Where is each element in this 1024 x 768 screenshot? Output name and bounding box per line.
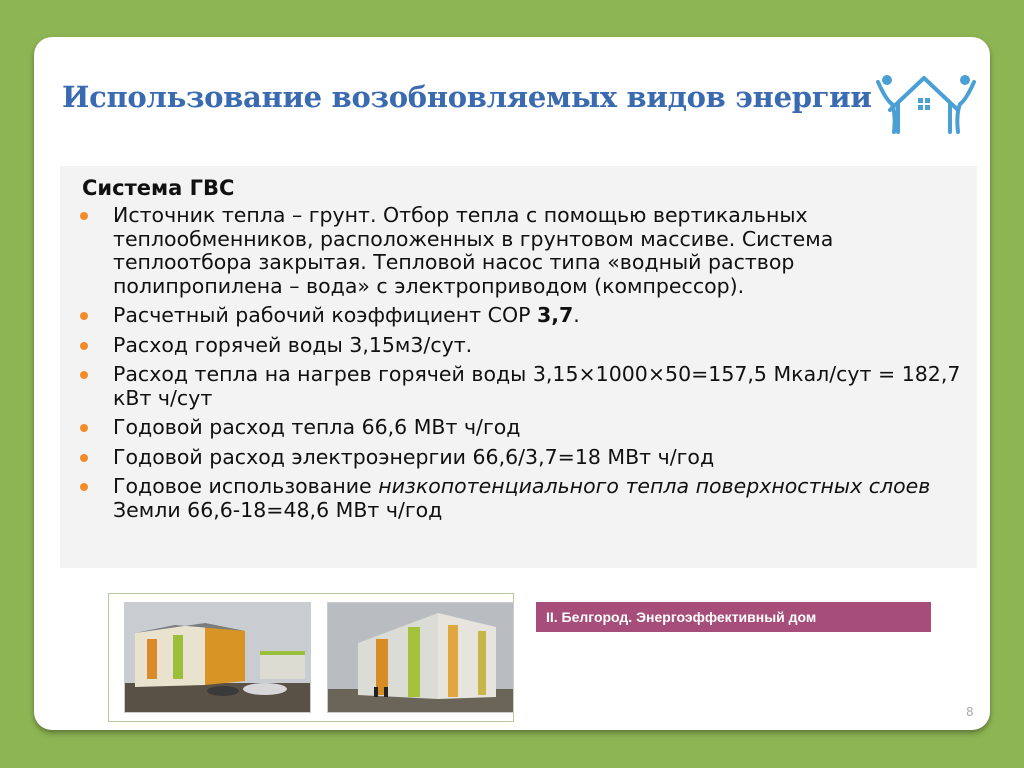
- bullet-item: [80, 363, 970, 410]
- bullet-text: Годовой расход тепла 66,6 МВт ч/год: [113, 415, 521, 439]
- bullet-item: [80, 416, 970, 440]
- bullet-text: Расход тепла на нагрев горячей воды 3,15×1000×50=157,5 Мкал/сут = 182,7 кВт ч/сут: [113, 362, 961, 410]
- bullet-text: Расход горячей воды 3,15м3/сут.: [113, 332, 473, 357]
- photo-caption: II. Белгород. Энергоэффективный дом: [536, 602, 931, 632]
- bullet-text: .: [573, 303, 580, 327]
- bullet-dot-icon: [80, 371, 88, 379]
- bullet-item: [80, 204, 970, 298]
- building-photo-1: [124, 602, 311, 713]
- bullet-dot-icon: [80, 454, 88, 462]
- bullet-text: 3,7: [536, 303, 574, 327]
- bullet-dot-icon: [80, 312, 88, 320]
- bullet-text: Расчетный рабочий коэффициент СОР: [113, 303, 537, 327]
- bullet-dot-icon: [80, 483, 88, 491]
- section-heading: Система ГВС: [82, 176, 235, 200]
- bullet-list: [80, 204, 970, 528]
- bullet-dot-icon: [80, 342, 88, 350]
- bullet-dot-icon: [80, 424, 88, 432]
- bullet-item: [80, 475, 970, 522]
- bullet-text: Источник тепла – грунт. Отбор тепла с помощью вертикальных теплообменников, расположенных в грунтовом массиве. Система теплоотбора закрытая. Тепловой насос типа «водный раствор полипропилена – вода» с электроприводом (компрессор).: [113, 203, 834, 298]
- page-number: 8: [966, 705, 974, 719]
- building-photo-2: [327, 602, 514, 713]
- photo-frame: [108, 593, 514, 722]
- bullet-item: [80, 446, 970, 470]
- bullet-text: низкопотенциального тепла поверхностных слоев: [378, 474, 931, 498]
- slide-title: Использование возобновляемых видов энергии: [62, 80, 872, 114]
- bullet-item: [80, 304, 970, 328]
- bullet-text: Годовой расход электроэнергии 66,6/3,7=18 МВт ч/год: [113, 444, 715, 469]
- bullet-text: Земли 66,6-18=48,6 МВт ч/год: [113, 497, 443, 522]
- bullet-dot-icon: [80, 212, 88, 220]
- bullet-item: [80, 334, 970, 358]
- house-family-logo-icon: [874, 70, 978, 136]
- bullet-text: Годовое использование: [113, 474, 379, 498]
